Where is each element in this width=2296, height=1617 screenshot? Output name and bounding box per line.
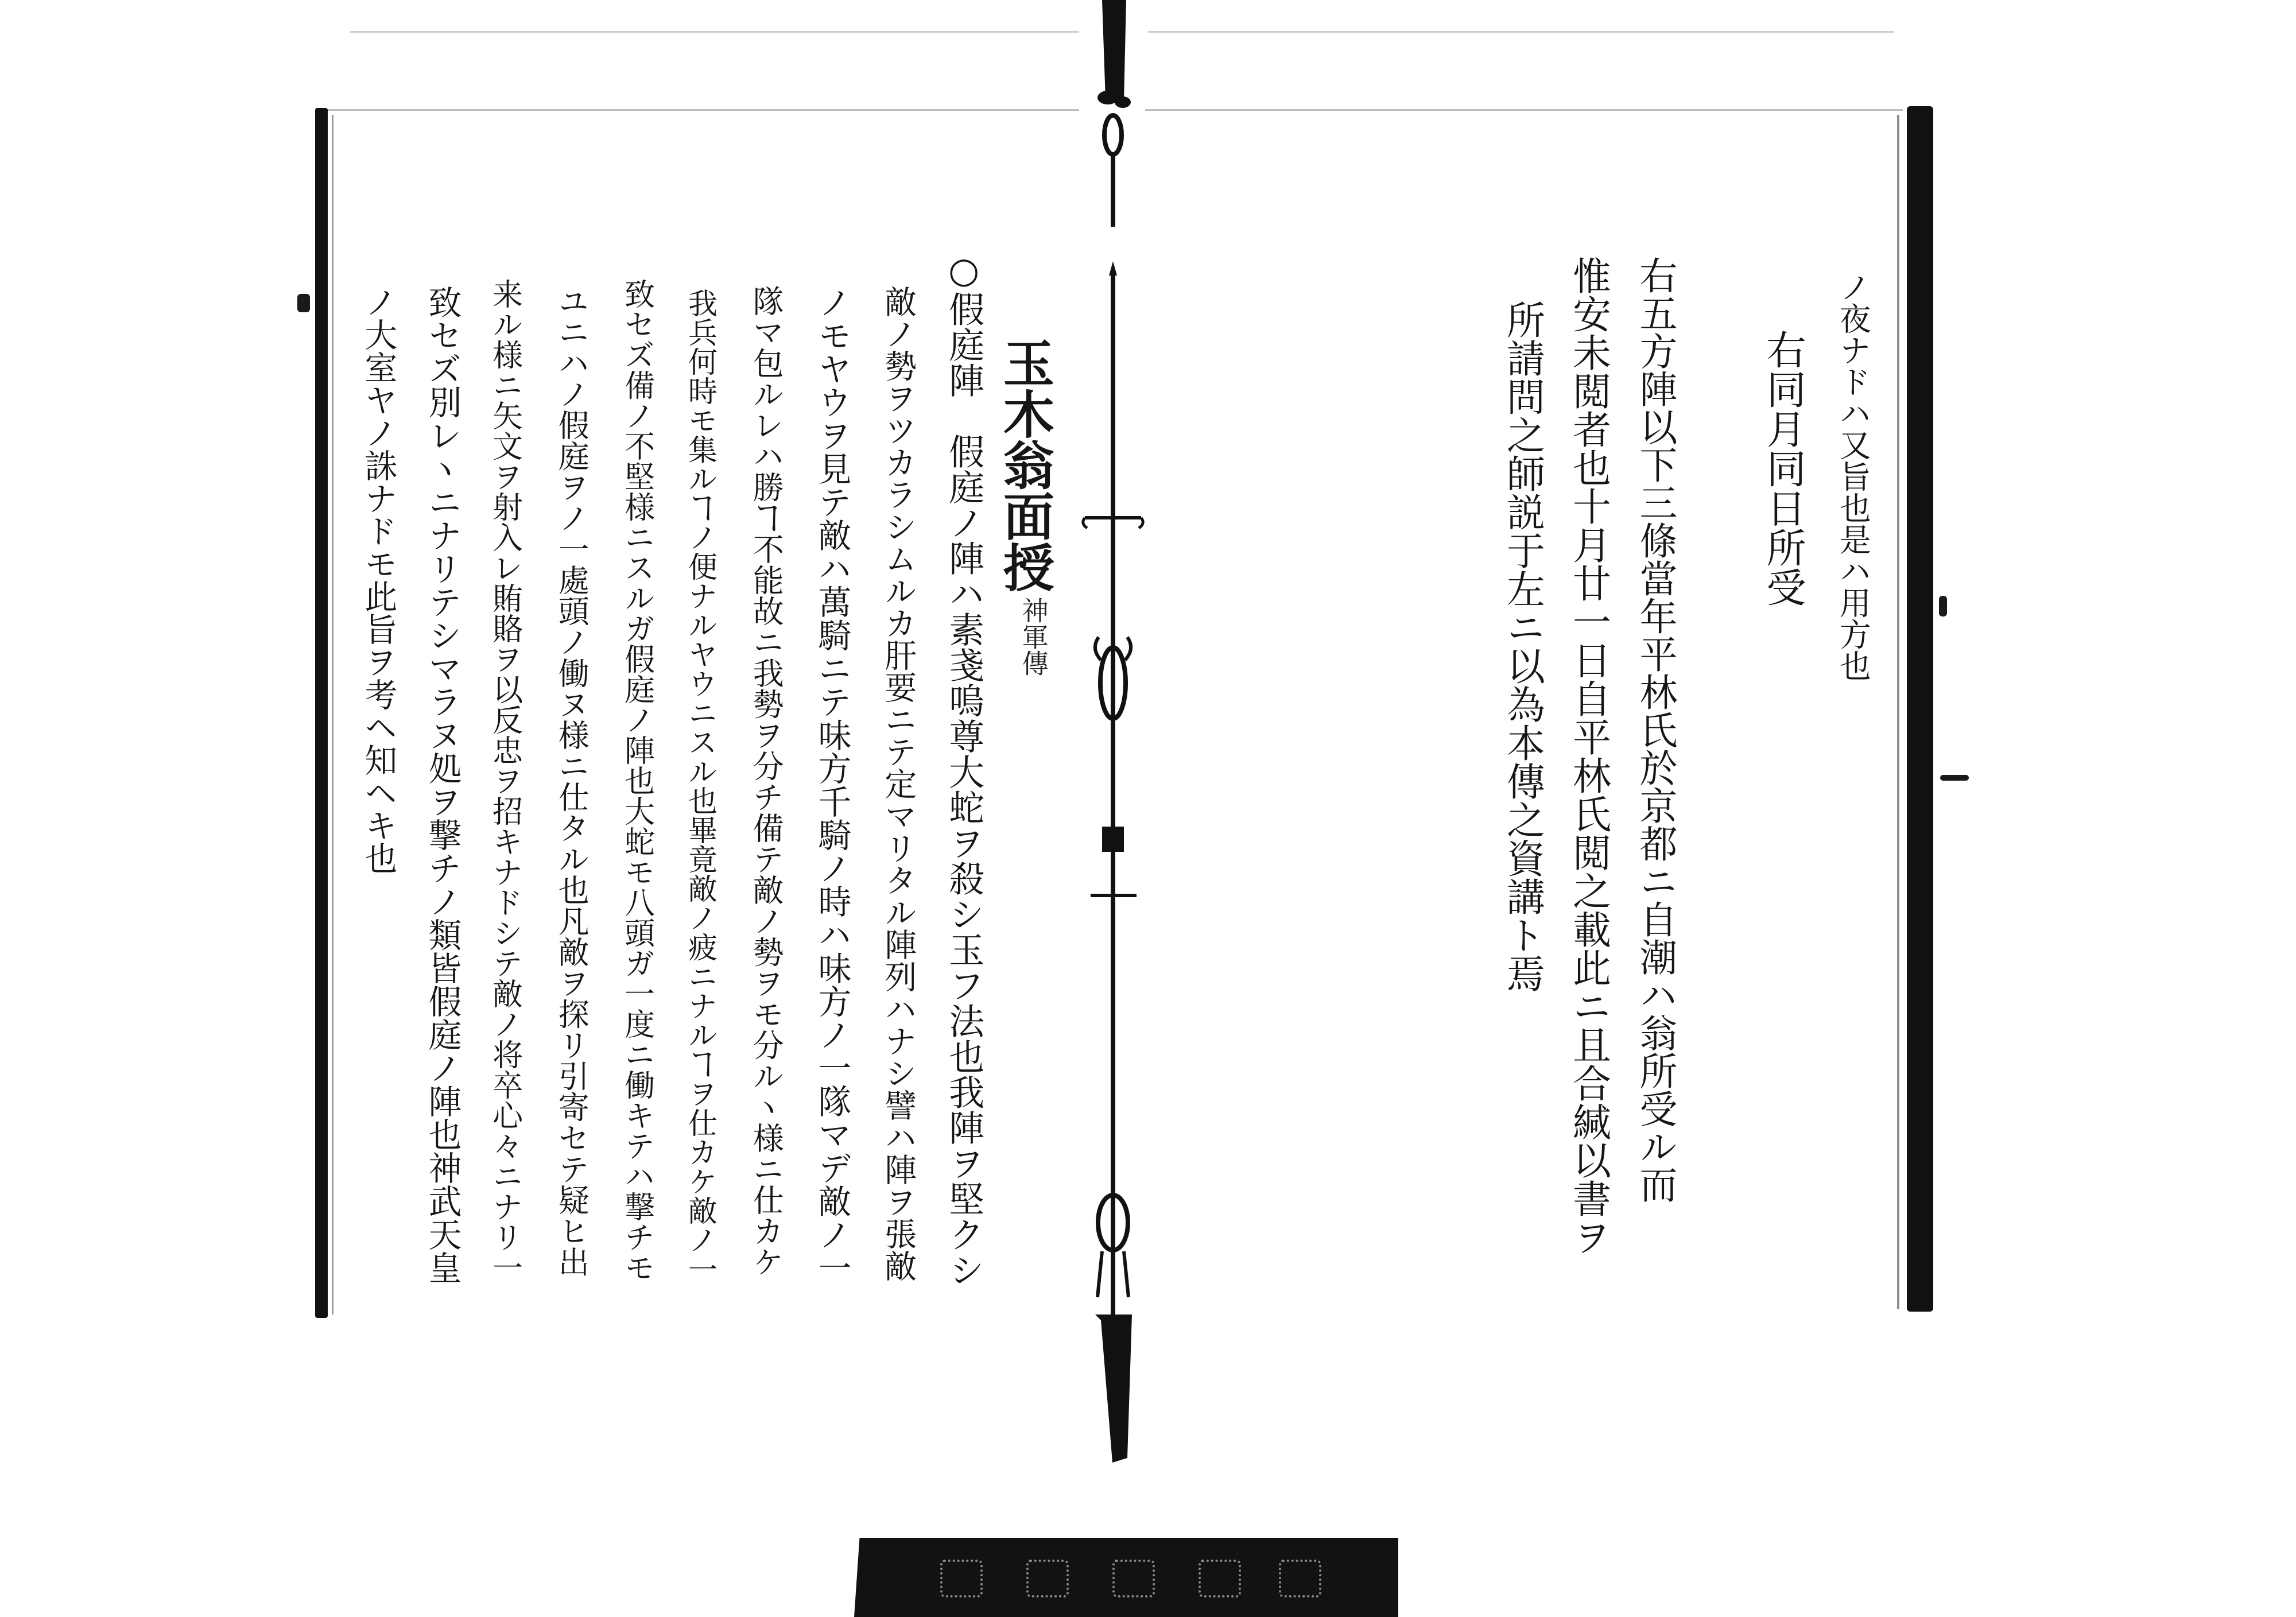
margin-mark: [1939, 596, 1947, 616]
text-column: 致セズ備ノ不堅様ニスルガ假庭ノ陣也大蛇モ八頭ガ一度ニ働キテハ撃チモ: [619, 278, 655, 1282]
text-column: 我兵何時モ集ルヿノ便ナルヤウニスル也畢竟敵ノ疲ニナルヿヲ仕カケ敵ノ一: [682, 288, 717, 1283]
label-mark: [1279, 1560, 1321, 1597]
label-mark: [1199, 1560, 1241, 1597]
right-page-edge-inner-line: [1897, 115, 1899, 1309]
text-column: ○假庭陣 假庭ノ陣ハ素戔嗚尊大蛇ヲ殺シ玉フ法也我陣ヲ堅クシ: [943, 249, 985, 1288]
right-page-top-border: [1145, 109, 1903, 111]
text-column: 惟安未閲者也十月廿一日自平林氏閲之載此ニ且合緘以書ヲ: [1566, 256, 1612, 1256]
margin-mark: [1940, 775, 1969, 781]
text-column: 隊マ包ルレハ勝ヿ不能故ニ我勢ヲ分チ備テ敵ノ勢ヲモ分ルヽ様ニ仕カケ: [748, 285, 785, 1277]
text-column: 所請問之師説于左ニ以為本傳之資講ト焉: [1500, 300, 1546, 992]
label-mark: [1026, 1560, 1069, 1597]
text-column: 右五方陣以下三條當年平林氏於京都ニ自潮ハ翁所受ル而: [1632, 256, 1677, 1203]
label-mark: [940, 1560, 983, 1597]
right-page-edge: [1907, 106, 1933, 1312]
text-column: 右同月同日所受: [1759, 329, 1806, 607]
label-mark: [1112, 1560, 1155, 1597]
section-title: 玉木翁面授: [995, 337, 1056, 592]
text-column: 致セズ別レヽニナリテシマラヌ処ヲ撃チノ類皆假庭ノ陣也神武天皇: [422, 285, 462, 1284]
text-column: 来ル様ニ矢文ヲ射入レ賄賂ヲ以反忠ヲ招キナドシテ敵ノ将卒心々ニナリ一: [487, 278, 523, 1282]
text-column: ノ夜ナドハ又旨也是ハ用方也: [1834, 271, 1871, 681]
text-column: ノモヤウヲ見テ敵ハ萬騎ニテ味方千騎ノ時ハ味方ノ一隊マデ敵ノ一: [812, 285, 852, 1284]
text-column: 敵ノ勢ヲツカラシムルカ肝要ニテ定マリタル陣列ハナシ譬ハ陣ヲ張敵: [879, 285, 917, 1282]
section-subtitle: 神軍傳: [1018, 597, 1049, 676]
text-column: ノ大室ヤノ誅ナドモ此旨ヲ考ヘ知ヘキ也: [359, 285, 397, 874]
catalogue-label-bar: [854, 1538, 1398, 1617]
text-column: ユニハノ假庭ヲノ一處頭ノ働ヌ様ニ仕タル也凡敵ヲ探リ引寄セテ疑ヒ出: [553, 285, 590, 1277]
